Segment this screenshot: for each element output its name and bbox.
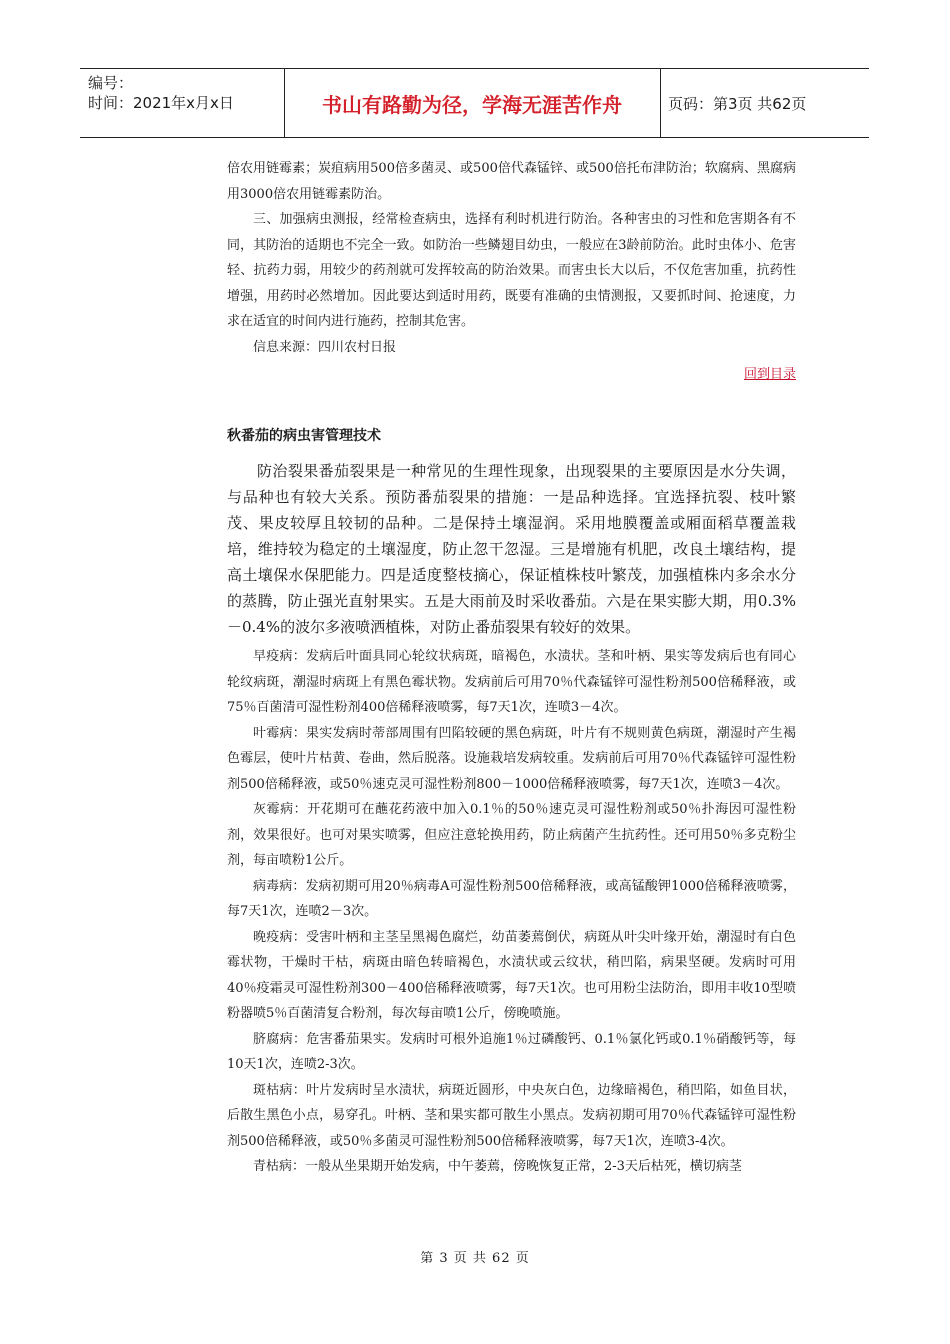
paragraph-leaf-mold: 叶霉病：果实发病时蒂部周围有凹陷较硬的黑色病斑，叶片有不规则黄色病斑，潮湿时产生褐色霉层，使叶片枯黄、卷曲，然后脱落。设施栽培发病较重。发病前后可用70％代森锰锌可湿性粉剂500倍稀释液，或50％速克灵可湿性粉剂800－1000倍稀释液喷雾，每7天1次，连喷3－4次。 bbox=[227, 725, 796, 792]
paragraph-blossom-end-rot: 脐腐病：危害番茄果实。发病时可根外追施1％过磷酸钙、0.1％氯化钙或0.1％硝酸钙等，每10天1次，连喷2-3次。 bbox=[227, 1031, 796, 1072]
paragraph-late-blight: 晚疫病：受害叶柄和主茎呈黑褐色腐烂，幼苗萎蔫倒伏，病斑从叶尖叶缘开始，潮湿时有白色霉状物，干燥时干枯，病斑由暗色转暗褐色，水渍状或云纹状，稍凹陷，病果坚硬。发病时可用40％疫霜灵可湿性粉剂300－400倍稀释液喷雾，每7天1次。也可用粉尘法防治，即用丰收10型喷粉器喷5％百菌清复合粉剂，每次每亩喷1公斤，傍晚喷施。 bbox=[227, 929, 796, 1021]
paragraph-virus: 病毒病：发病初期可用20％病毒A可湿性粉剂500倍稀释液，或高锰酸钾1000倍稀释液喷雾，每7天1次，连喷2－3次。 bbox=[227, 878, 796, 919]
section-title: 秋番茄的病虫害管理技术 bbox=[227, 428, 381, 444]
header-page-info: 页码：第3页 共62页 bbox=[668, 94, 807, 113]
paragraph-pest-forecast: 三、加强病虫测报，经常检查病虫，选择有利时机进行防治。各种害虫的习性和危害期各有不同，其防治的适期也不完全一致。如防治一些鳞翅目幼虫，一般应在3龄前防治。此时虫体小、危害轻、抗药力弱，用较少的药剂就可发挥较高的防治效果。而害虫长大以后，不仅危害加重，抗药性增强，用药时必然增加。因此要达到适时用药，既要有准确的虫情测报，又要抓时间、抢速度，力求在适宜的时间内进行施药，控制其危害。 bbox=[227, 212, 796, 329]
paragraph-gray-mold: 灰霉病：开花期可在蘸花药液中加入0.1％的50％速克灵可湿性粉剂或50％扑海因可湿性粉剂，效果很好。也可对果实喷雾，但应注意轮换用药，防止病菌产生抗药性。还可用50％多克粉尘剂，每亩喷粉1公斤。 bbox=[227, 802, 796, 868]
header-left-cell bbox=[88, 73, 284, 113]
paragraph-bacterial-wilt: 青枯病：一般从坐果期开始发病，中午萎蔫，傍晚恢复正常，2-3天后枯死，横切病茎 bbox=[253, 1159, 742, 1174]
header-motto: 书山有路勤为径，学海无涯苦作舟 bbox=[322, 92, 622, 117]
paragraph-crack-prevention: 防治裂果番茄裂果是一种常见的生理性现象，出现裂果的主要原因是水分失调，与品种也有较大关系。预防番茄裂果的措施：一是品种选择。宜选择抗裂、枝叶繁茂、果皮较厚且较韧的品种。二是保持土壤湿润。采用地膜覆盖或厢面稻草覆盖栽培，维持较为稳定的土壤湿度，防止忽干忽湿。三是增施有机肥，改良土壤结构，提高土壤保水保肥能力。四是适度整枝摘心，保证植株枝叶繁茂，加强植株内多余水分的蒸腾，防止强光直射果实。五是大雨前及时采收番茄。六是在果实膨大期，用0.3%－0.4%的波尔多液喷洒植株，对防止番茄裂果有较好的效果。 bbox=[227, 462, 796, 636]
document-body bbox=[227, 156, 796, 1180]
paragraph-leaf-spot: 斑枯病：叶片发病时呈水渍状，病斑近圆形，中央灰白色，边缘暗褐色，稍凹陷，如鱼目状，后散生黑色小点，易穿孔。叶柄、茎和果实都可散生小黑点。发病初期可用70％代森锰锌可湿性粉剂500倍稀释液，或50％多菌灵可湿性粉剂500倍稀释液喷雾，每7天1次，连喷3-4次。 bbox=[227, 1082, 796, 1149]
header-date-label: 时间：2021年x月x日 bbox=[88, 94, 234, 112]
paragraph-continued: 倍农用链霉素；炭疽病用500倍多菌灵、或500倍代森锰锌、或500倍托布津防治；软腐病、黑腐病用3000倍农用链霉素防治。 bbox=[227, 161, 796, 202]
page-header bbox=[80, 68, 869, 138]
back-to-toc-link[interactable]: 回到目录 bbox=[743, 367, 796, 382]
header-number-label: 编号： bbox=[88, 74, 134, 92]
paragraph-early-blight: 早疫病：发病后叶面具同心轮纹状病斑，暗褐色，水渍状。茎和叶柄、果实等发病后也有同心轮纹病斑，潮湿时病斑上有黑色霉状物。发病前后可用70％代森锰锌可湿性粉剂500倍稀释液，或75％百菌清可湿性粉剂400倍稀释液喷雾，每7天1次，连喷3－4次。 bbox=[227, 649, 796, 715]
page-footer: 第 3 页 共 62 页 bbox=[420, 1251, 530, 1266]
paragraph-source: 信息来源：四川农村日报 bbox=[253, 339, 397, 355]
